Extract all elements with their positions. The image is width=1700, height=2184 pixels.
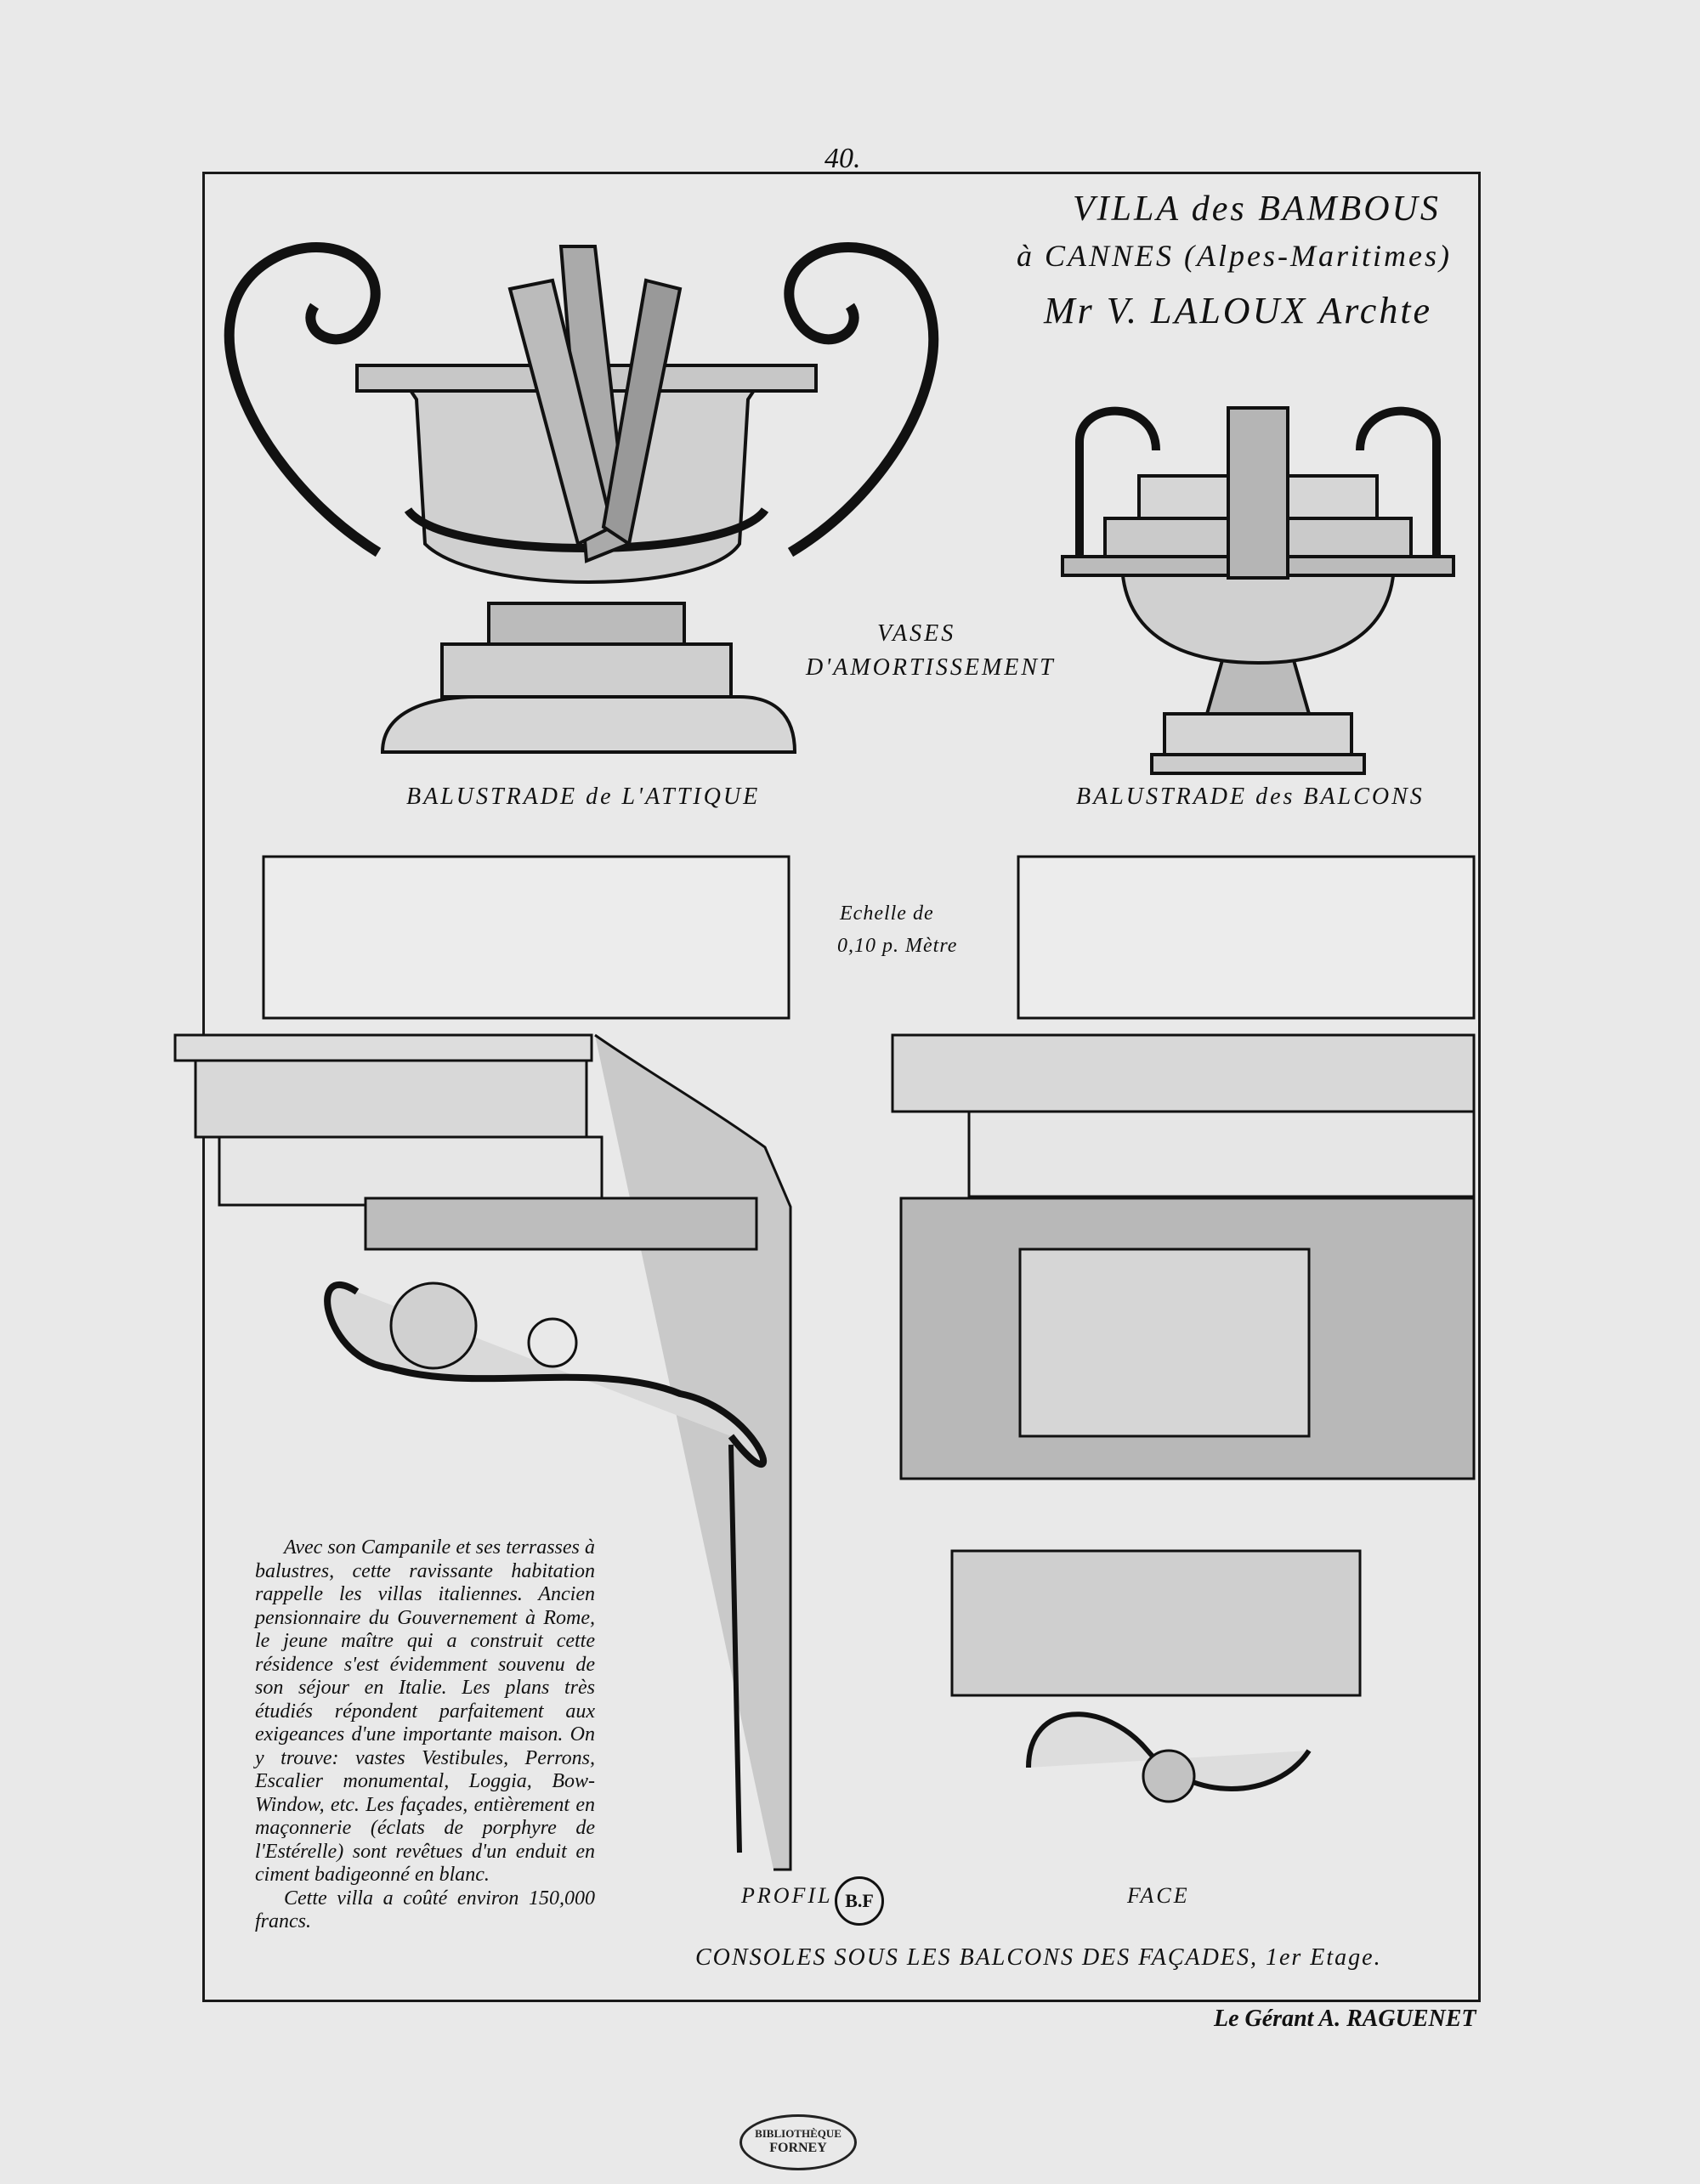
plate-number: 40. bbox=[824, 143, 861, 174]
description-paragraph-2: Cette villa a coûté environ 150,000 francs. bbox=[255, 1887, 595, 1932]
scale-label-line1: Echelle de bbox=[840, 902, 934, 925]
vases-label-line2: D'AMORTISSEMENT bbox=[806, 654, 1056, 681]
scale-label-line2: 0,10 p. Mètre bbox=[837, 935, 958, 957]
bf-stamp-text: B.F bbox=[845, 1890, 874, 1911]
library-stamp-line2: FORNEY bbox=[769, 2141, 827, 2155]
villa-description bbox=[255, 1536, 595, 1934]
library-stamp-line1: BIBLIOTHÈQUE bbox=[755, 2127, 842, 2140]
attique-caption: BALUSTRADE de L'ATTIQUE bbox=[406, 784, 761, 810]
gerant-signature: Le Gérant A. RAGUENET bbox=[1214, 2006, 1476, 2032]
plate-title-line2: à CANNES (Alpes-Maritimes) bbox=[1017, 239, 1452, 273]
description-paragraph-1: Avec son Campanile et ses terrasses à balustres, cette ravissante habitation rappelle les villas italiennes. Ancien pensionnaire du Gouvernement à Rome, le jeune maître qui a construit cette résidence s'est évidemment souvenu de son séjour en Italie. Les plans très étudiés répondent parfaitement aux exigeances d'une importante maison. On y trouve: vastes Vestibules, Perrons, Escalier monumental, Loggia, Bow-Window, etc. Les façades, entièrement en maçonnerie (éclats de porphyre de l'Estérelle) sont revêtues d'un enduit en ciment badigeonné en blanc. bbox=[255, 1536, 595, 1886]
bf-stamp bbox=[835, 1876, 884, 1926]
consoles-caption: CONSOLES SOUS LES BALCONS DES FAÇADES, 1er Etage. bbox=[695, 1944, 1382, 1971]
plate-title-line1: VILLA des BAMBOUS bbox=[1073, 190, 1441, 229]
balcons-caption: BALUSTRADE des BALCONS bbox=[1076, 784, 1425, 810]
vases-label-line1: VASES bbox=[877, 620, 956, 647]
profile-label: PROFIL bbox=[741, 1883, 833, 1908]
plate-title-line3: Mr V. LALOUX Archte bbox=[1044, 290, 1433, 331]
library-stamp bbox=[740, 2114, 857, 2170]
face-label: FACE bbox=[1127, 1883, 1190, 1908]
